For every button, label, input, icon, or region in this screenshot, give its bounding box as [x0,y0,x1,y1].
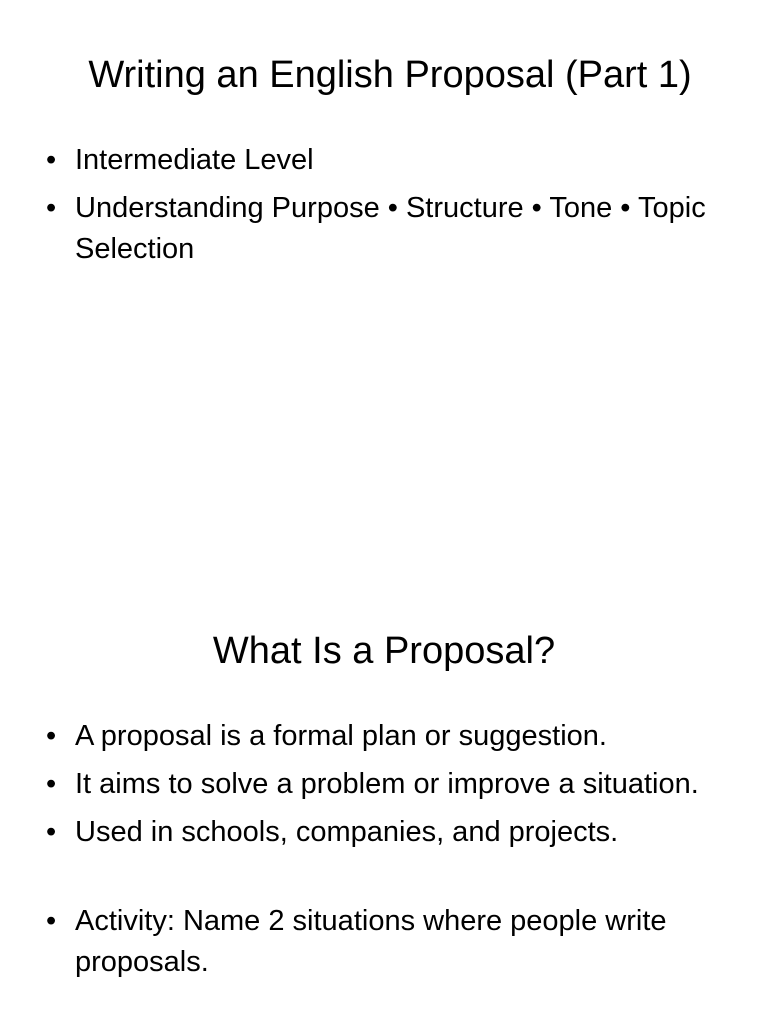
bullet-text: Activity: Name 2 situations where people write proposals. [75,905,667,978]
slide-title: Writing an English Proposal (Part 1) [88,54,692,96]
bullet-item [46,140,726,181]
bullet-item [46,716,726,757]
bullet-item [46,764,726,805]
bullet-list [46,716,726,990]
bullet-icon: • [46,816,57,848]
bullet-icon: • [46,720,57,752]
bullet-text: Understanding Purpose • Structure • Tone • Topic Selection [75,192,706,265]
slide-2 [0,576,768,1024]
bullet-text: Used in schools, companies, and projects. [75,816,619,848]
bullet-item [46,188,726,270]
bullet-text: A proposal is a formal plan or suggestion. [75,720,607,752]
bullet-text: Intermediate Level [75,144,314,176]
bullet-list [46,140,726,277]
bullet-item [46,901,726,983]
bullet-icon: • [46,144,57,176]
bullet-item [46,812,726,853]
bullet-text: It aims to solve a problem or improve a situation. [75,768,699,800]
bullet-icon: • [46,192,57,224]
bullet-icon: • [46,905,57,937]
bullet-icon: • [46,768,57,800]
slide-title: What Is a Proposal? [212,630,556,672]
